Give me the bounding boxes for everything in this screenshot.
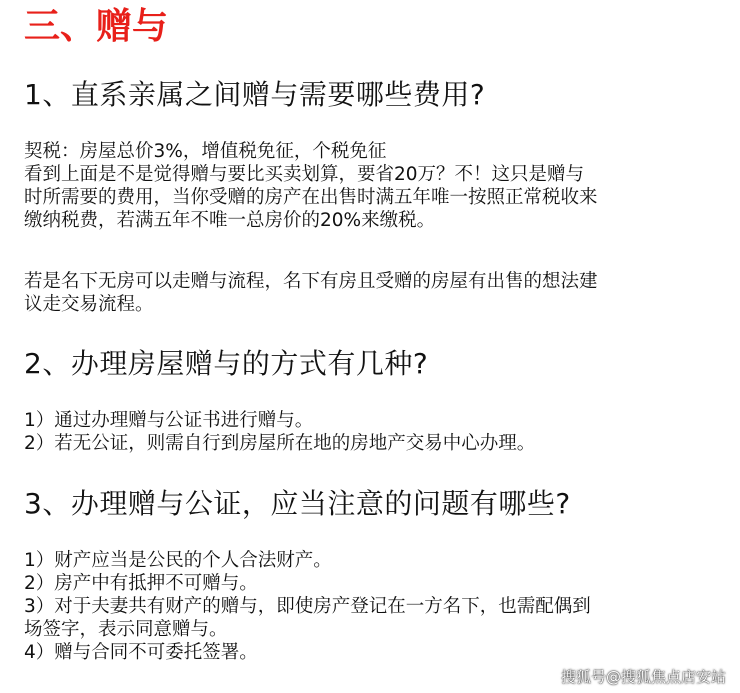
section-2-list: [24, 409, 722, 455]
list-item: 场签字，表示同意赠与。: [24, 619, 228, 640]
list-item: 1）财产应当是公民的个人合法财产。: [24, 550, 332, 571]
source-watermark: 搜狐号@搜狐焦点店安站: [560, 668, 726, 686]
section-1-heading: 1、直系亲属之间赠与需要哪些费用?: [24, 78, 486, 111]
paragraph-line: 时所需要的费用，当你受赠的房产在出售时满五年唯一按照正常税收来: [24, 187, 598, 208]
list-item: 2）房产中有抵押不可赠与。: [24, 573, 258, 594]
section-3-list: [24, 549, 722, 664]
paragraph-line: 议走交易流程。: [24, 294, 154, 315]
list-item: 2）若无公证，则需自行到房屋所在地的房地产交易中心办理。: [24, 433, 536, 454]
section-1-paragraph-1: [24, 140, 722, 232]
page-title: 三、赠与: [24, 6, 169, 47]
paragraph-line: 看到上面是不是觉得赠与要比买卖划算，要省20万？不！这只是赠与: [24, 164, 585, 185]
paragraph-line: 若是名下无房可以走赠与流程，名下有房且受赠的房屋有出售的想法建: [24, 271, 598, 292]
list-item: 1）通过办理赠与公证书进行赠与。: [24, 410, 314, 431]
list-item: 3）对于夫妻共有财产的赠与，即使房产登记在一方名下，也需配偶到: [24, 596, 591, 617]
section-3-heading: 3、办理赠与公证，应当注意的问题有哪些?: [24, 487, 571, 520]
paragraph-line: 缴纳税费，若满五年不唯一总房价的20%来缴税。: [24, 210, 436, 231]
list-item: 4）赠与合同不可委托签署。: [24, 642, 258, 663]
section-2-heading: 2、办理房屋赠与的方式有几种?: [24, 347, 429, 380]
paragraph-line: 契税：房屋总价3%，增值税免征，个税免征: [24, 141, 387, 162]
section-1-paragraph-2: [24, 270, 722, 316]
